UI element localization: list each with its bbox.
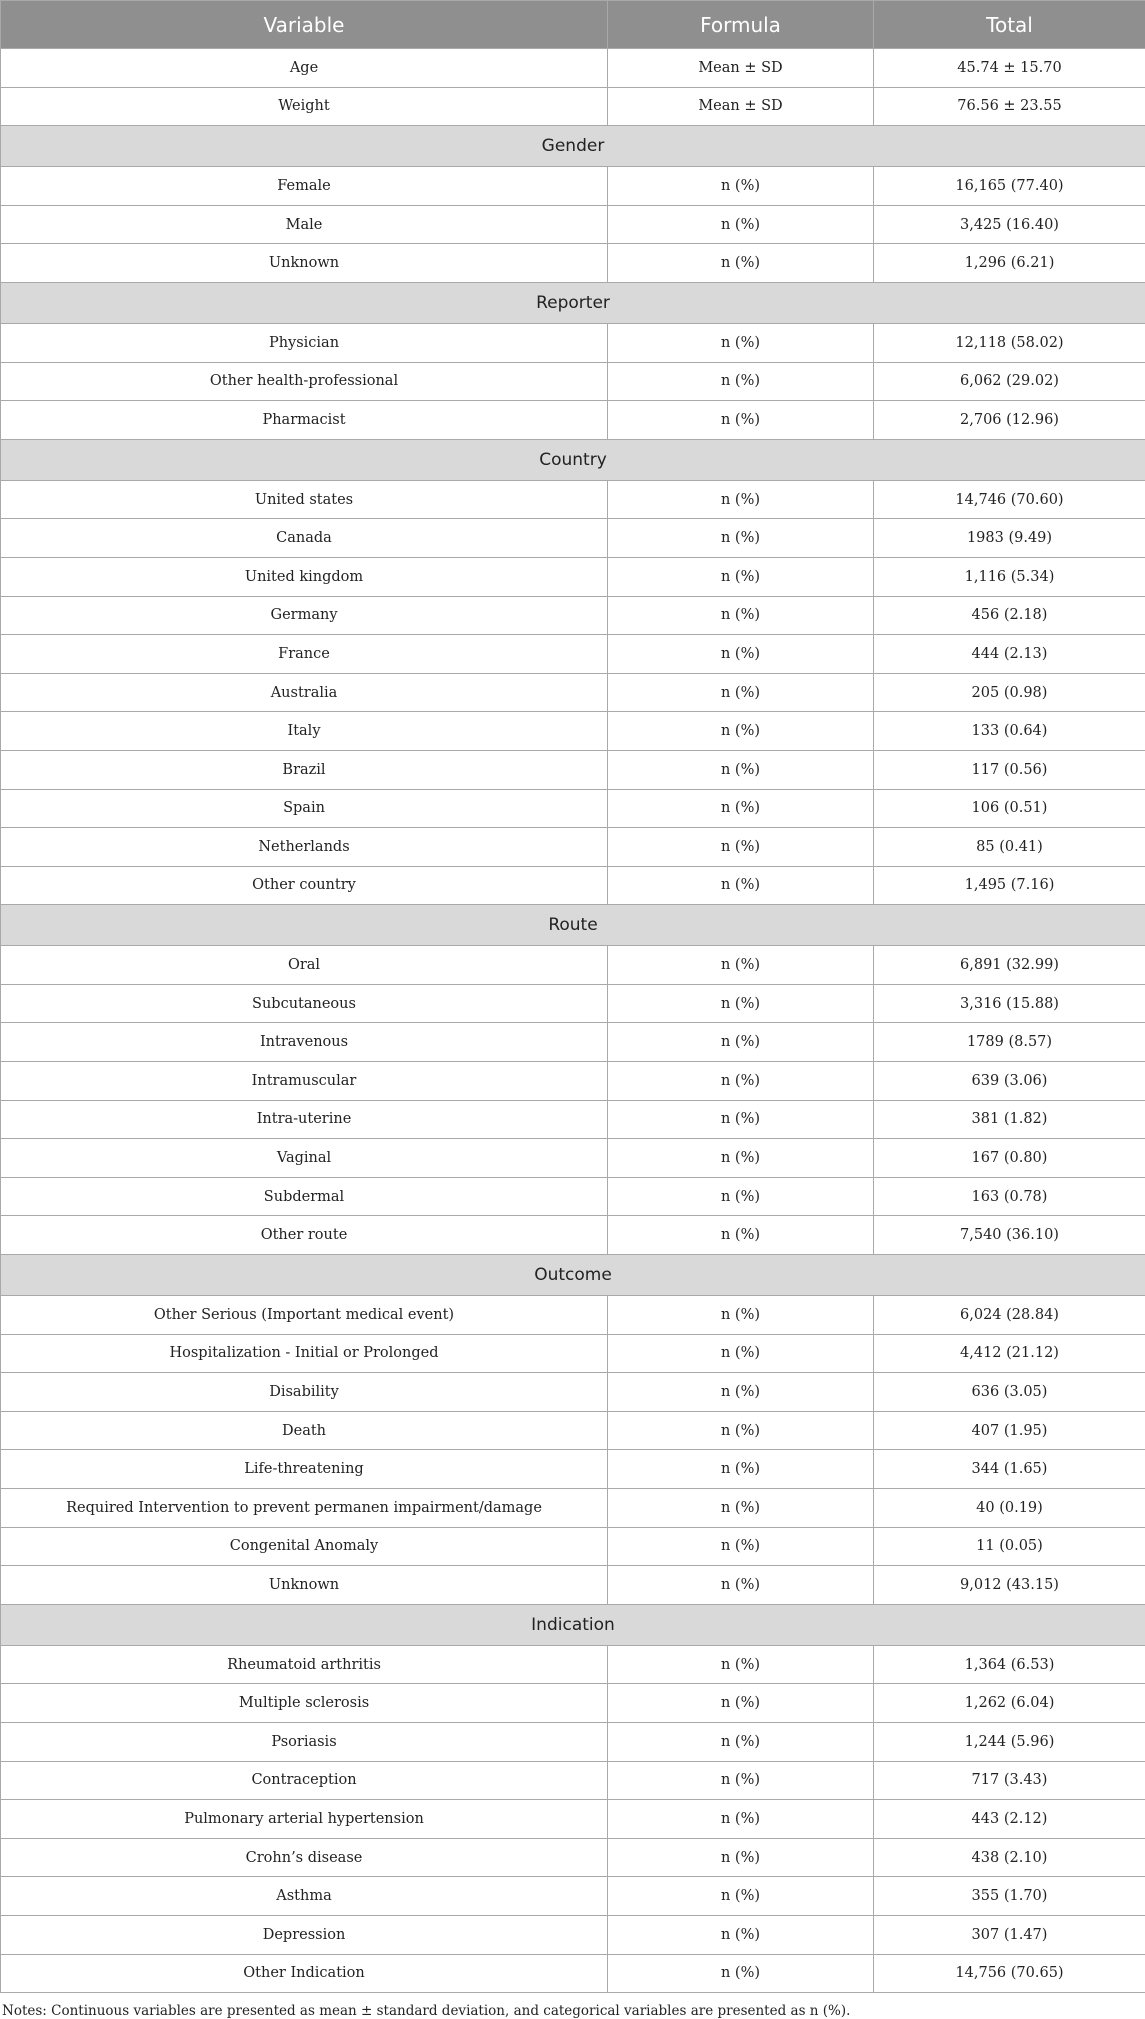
table-row bbox=[1, 1800, 1145, 1839]
cell-total: 355 (1.70) bbox=[874, 1877, 1145, 1916]
cell-formula: n (%) bbox=[608, 1954, 874, 1993]
cell-formula: n (%) bbox=[608, 1527, 874, 1566]
cell-total: 12,118 (58.02) bbox=[874, 323, 1145, 362]
cell-formula: n (%) bbox=[608, 1645, 874, 1684]
cell-total: 307 (1.47) bbox=[874, 1915, 1145, 1954]
cell-total: 6,062 (29.02) bbox=[874, 362, 1145, 401]
table-row bbox=[1, 1527, 1145, 1566]
table-row bbox=[1, 1139, 1145, 1178]
cell-variable: Male bbox=[1, 205, 608, 244]
cell-formula: n (%) bbox=[608, 673, 874, 712]
cell-total: 1,244 (5.96) bbox=[874, 1722, 1145, 1761]
section-label: Gender bbox=[1, 126, 1145, 167]
table-header-row bbox=[1, 1, 1145, 49]
cell-variable: Netherlands bbox=[1, 828, 608, 867]
cell-formula: n (%) bbox=[608, 401, 874, 440]
cell-total: 3,425 (16.40) bbox=[874, 205, 1145, 244]
cell-variable: Unknown bbox=[1, 1566, 608, 1605]
table-row bbox=[1, 1296, 1145, 1335]
table-row bbox=[1, 323, 1145, 362]
cell-total: 117 (0.56) bbox=[874, 750, 1145, 789]
cell-total: 636 (3.05) bbox=[874, 1373, 1145, 1412]
table-row bbox=[1, 519, 1145, 558]
table-row bbox=[1, 1761, 1145, 1800]
cell-formula: n (%) bbox=[608, 1411, 874, 1450]
table-notes: Notes: Continuous variables are presented as mean ± standard deviation, and categorical variables are presented as n (%). bbox=[0, 1993, 1145, 2019]
cell-formula: n (%) bbox=[608, 1177, 874, 1216]
cell-total: 7,540 (36.10) bbox=[874, 1216, 1145, 1255]
cell-variable: Hospitalization - Initial or Prolonged bbox=[1, 1334, 608, 1373]
table-row bbox=[1, 1062, 1145, 1101]
cell-variable: Intra-uterine bbox=[1, 1100, 608, 1139]
cell-formula: n (%) bbox=[608, 519, 874, 558]
cell-total: 14,756 (70.65) bbox=[874, 1954, 1145, 1993]
cell-formula: n (%) bbox=[608, 1915, 874, 1954]
cell-formula: n (%) bbox=[608, 167, 874, 206]
cell-total: 163 (0.78) bbox=[874, 1177, 1145, 1216]
cell-total: 11 (0.05) bbox=[874, 1527, 1145, 1566]
cell-formula: n (%) bbox=[608, 480, 874, 519]
cell-total: 9,012 (43.15) bbox=[874, 1566, 1145, 1605]
cell-variable: Female bbox=[1, 167, 608, 206]
table-row bbox=[1, 362, 1145, 401]
cell-formula: n (%) bbox=[608, 362, 874, 401]
table-row bbox=[1, 1838, 1145, 1877]
cell-total: 40 (0.19) bbox=[874, 1489, 1145, 1528]
table-row bbox=[1, 1411, 1145, 1450]
cell-formula: n (%) bbox=[608, 984, 874, 1023]
cell-variable: France bbox=[1, 635, 608, 674]
cell-formula: n (%) bbox=[608, 1100, 874, 1139]
cell-variable: Rheumatoid arthritis bbox=[1, 1645, 608, 1684]
cell-variable: Germany bbox=[1, 596, 608, 635]
cell-formula: n (%) bbox=[608, 1450, 874, 1489]
table-row bbox=[1, 1450, 1145, 1489]
cell-total: 106 (0.51) bbox=[874, 789, 1145, 828]
cell-variable: Spain bbox=[1, 789, 608, 828]
cell-variable: Death bbox=[1, 1411, 608, 1450]
table-row bbox=[1, 789, 1145, 828]
cell-variable: Brazil bbox=[1, 750, 608, 789]
cell-formula: n (%) bbox=[608, 1838, 874, 1877]
section-label: Indication bbox=[1, 1604, 1145, 1645]
cell-total: 1983 (9.49) bbox=[874, 519, 1145, 558]
cell-variable: Vaginal bbox=[1, 1139, 608, 1178]
cell-total: 133 (0.64) bbox=[874, 712, 1145, 751]
cell-total: 407 (1.95) bbox=[874, 1411, 1145, 1450]
section-label: Reporter bbox=[1, 282, 1145, 323]
table-row bbox=[1, 1489, 1145, 1528]
cell-variable: Canada bbox=[1, 519, 608, 558]
cell-variable: Other Indication bbox=[1, 1954, 608, 1993]
section-row bbox=[1, 1255, 1145, 1296]
cell-total: 1,364 (6.53) bbox=[874, 1645, 1145, 1684]
cell-variable: Depression bbox=[1, 1915, 608, 1954]
table-row bbox=[1, 1177, 1145, 1216]
header-formula: Formula bbox=[608, 1, 874, 49]
table-row bbox=[1, 984, 1145, 1023]
table-row bbox=[1, 1915, 1145, 1954]
table-row bbox=[1, 866, 1145, 905]
cell-total: 205 (0.98) bbox=[874, 673, 1145, 712]
cell-formula: n (%) bbox=[608, 1334, 874, 1373]
cell-variable: Age bbox=[1, 49, 608, 88]
cell-total: 639 (3.06) bbox=[874, 1062, 1145, 1101]
cell-formula: n (%) bbox=[608, 1722, 874, 1761]
cell-variable: Asthma bbox=[1, 1877, 608, 1916]
cell-total: 6,024 (28.84) bbox=[874, 1296, 1145, 1335]
cell-variable: Required Intervention to prevent permanen impairment/damage bbox=[1, 1489, 608, 1528]
cell-variable: Unknown bbox=[1, 244, 608, 283]
table-row bbox=[1, 244, 1145, 283]
section-label: Country bbox=[1, 439, 1145, 480]
cell-formula: n (%) bbox=[608, 1373, 874, 1412]
table-row bbox=[1, 946, 1145, 985]
cell-total: 381 (1.82) bbox=[874, 1100, 1145, 1139]
table-body bbox=[1, 49, 1145, 1993]
cell-formula: n (%) bbox=[608, 205, 874, 244]
section-label: Route bbox=[1, 905, 1145, 946]
cell-formula: n (%) bbox=[608, 1489, 874, 1528]
cell-total: 45.74 ± 15.70 bbox=[874, 49, 1145, 88]
cell-total: 16,165 (77.40) bbox=[874, 167, 1145, 206]
section-row bbox=[1, 439, 1145, 480]
cell-total: 14,746 (70.60) bbox=[874, 480, 1145, 519]
cell-total: 438 (2.10) bbox=[874, 1838, 1145, 1877]
cell-variable: Other health-professional bbox=[1, 362, 608, 401]
table-row bbox=[1, 1684, 1145, 1723]
cell-total: 3,316 (15.88) bbox=[874, 984, 1145, 1023]
table-row bbox=[1, 1566, 1145, 1605]
cell-variable: Subdermal bbox=[1, 1177, 608, 1216]
cell-total: 85 (0.41) bbox=[874, 828, 1145, 867]
cell-total: 717 (3.43) bbox=[874, 1761, 1145, 1800]
table-row bbox=[1, 205, 1145, 244]
section-row bbox=[1, 905, 1145, 946]
cell-variable: Multiple sclerosis bbox=[1, 1684, 608, 1723]
cell-variable: Italy bbox=[1, 712, 608, 751]
cell-variable: Disability bbox=[1, 1373, 608, 1412]
table-row bbox=[1, 1216, 1145, 1255]
cell-formula: n (%) bbox=[608, 557, 874, 596]
cell-total: 2,706 (12.96) bbox=[874, 401, 1145, 440]
section-label: Outcome bbox=[1, 1255, 1145, 1296]
section-row bbox=[1, 126, 1145, 167]
header-total: Total bbox=[874, 1, 1145, 49]
cell-formula: n (%) bbox=[608, 1877, 874, 1916]
cell-total: 456 (2.18) bbox=[874, 596, 1145, 635]
table-row bbox=[1, 1100, 1145, 1139]
cell-formula: n (%) bbox=[608, 828, 874, 867]
cell-total: 1,296 (6.21) bbox=[874, 244, 1145, 283]
cell-total: 443 (2.12) bbox=[874, 1800, 1145, 1839]
cell-formula: n (%) bbox=[608, 323, 874, 362]
cell-total: 6,891 (32.99) bbox=[874, 946, 1145, 985]
cell-total: 1789 (8.57) bbox=[874, 1023, 1145, 1062]
cell-formula: n (%) bbox=[608, 1566, 874, 1605]
cell-formula: n (%) bbox=[608, 789, 874, 828]
cell-total: 76.56 ± 23.55 bbox=[874, 87, 1145, 126]
cell-formula: n (%) bbox=[608, 946, 874, 985]
cell-variable: Intravenous bbox=[1, 1023, 608, 1062]
cell-formula: n (%) bbox=[608, 866, 874, 905]
cell-formula: n (%) bbox=[608, 1023, 874, 1062]
cell-variable: Psoriasis bbox=[1, 1722, 608, 1761]
cell-variable: Pharmacist bbox=[1, 401, 608, 440]
section-row bbox=[1, 1604, 1145, 1645]
table-row bbox=[1, 87, 1145, 126]
table-row bbox=[1, 635, 1145, 674]
cell-variable: Congenital Anomaly bbox=[1, 1527, 608, 1566]
cell-formula: n (%) bbox=[608, 244, 874, 283]
table-row bbox=[1, 1373, 1145, 1412]
table-row bbox=[1, 596, 1145, 635]
table-row bbox=[1, 1645, 1145, 1684]
cell-variable: Other country bbox=[1, 866, 608, 905]
cell-formula: n (%) bbox=[608, 635, 874, 674]
table-row bbox=[1, 167, 1145, 206]
cell-formula: n (%) bbox=[608, 1800, 874, 1839]
header-variable: Variable bbox=[1, 1, 608, 49]
cell-variable: United kingdom bbox=[1, 557, 608, 596]
cell-formula: n (%) bbox=[608, 750, 874, 789]
table-row bbox=[1, 401, 1145, 440]
cell-variable: Weight bbox=[1, 87, 608, 126]
table-row bbox=[1, 750, 1145, 789]
table-row bbox=[1, 828, 1145, 867]
cell-total: 444 (2.13) bbox=[874, 635, 1145, 674]
cell-variable: Crohn’s disease bbox=[1, 1838, 608, 1877]
cell-variable: Australia bbox=[1, 673, 608, 712]
cell-total: 4,412 (21.12) bbox=[874, 1334, 1145, 1373]
table-row bbox=[1, 673, 1145, 712]
table-row bbox=[1, 1954, 1145, 1993]
cell-variable: United states bbox=[1, 480, 608, 519]
cell-formula: n (%) bbox=[608, 1684, 874, 1723]
cell-variable: Other Serious (Important medical event) bbox=[1, 1296, 608, 1335]
table-row bbox=[1, 557, 1145, 596]
cell-total: 1,495 (7.16) bbox=[874, 866, 1145, 905]
cell-formula: n (%) bbox=[608, 1216, 874, 1255]
cell-variable: Life-threatening bbox=[1, 1450, 608, 1489]
cell-formula: n (%) bbox=[608, 1761, 874, 1800]
cell-variable: Subcutaneous bbox=[1, 984, 608, 1023]
cell-variable: Pulmonary arterial hypertension bbox=[1, 1800, 608, 1839]
cell-formula: n (%) bbox=[608, 596, 874, 635]
table-row bbox=[1, 49, 1145, 88]
cell-total: 1,262 (6.04) bbox=[874, 1684, 1145, 1723]
table-row bbox=[1, 712, 1145, 751]
cell-variable: Contraception bbox=[1, 1761, 608, 1800]
cell-variable: Physician bbox=[1, 323, 608, 362]
cell-total: 1,116 (5.34) bbox=[874, 557, 1145, 596]
table-row bbox=[1, 1023, 1145, 1062]
cell-variable: Intramuscular bbox=[1, 1062, 608, 1101]
table-row bbox=[1, 480, 1145, 519]
table-row bbox=[1, 1334, 1145, 1373]
cell-formula: Mean ± SD bbox=[608, 87, 874, 126]
cell-formula: Mean ± SD bbox=[608, 49, 874, 88]
cell-formula: n (%) bbox=[608, 712, 874, 751]
cell-formula: n (%) bbox=[608, 1139, 874, 1178]
cell-total: 167 (0.80) bbox=[874, 1139, 1145, 1178]
table-row bbox=[1, 1722, 1145, 1761]
cell-variable: Other route bbox=[1, 1216, 608, 1255]
section-row bbox=[1, 282, 1145, 323]
cell-formula: n (%) bbox=[608, 1296, 874, 1335]
cell-formula: n (%) bbox=[608, 1062, 874, 1101]
table-row bbox=[1, 1877, 1145, 1916]
cell-total: 344 (1.65) bbox=[874, 1450, 1145, 1489]
cell-variable: Oral bbox=[1, 946, 608, 985]
